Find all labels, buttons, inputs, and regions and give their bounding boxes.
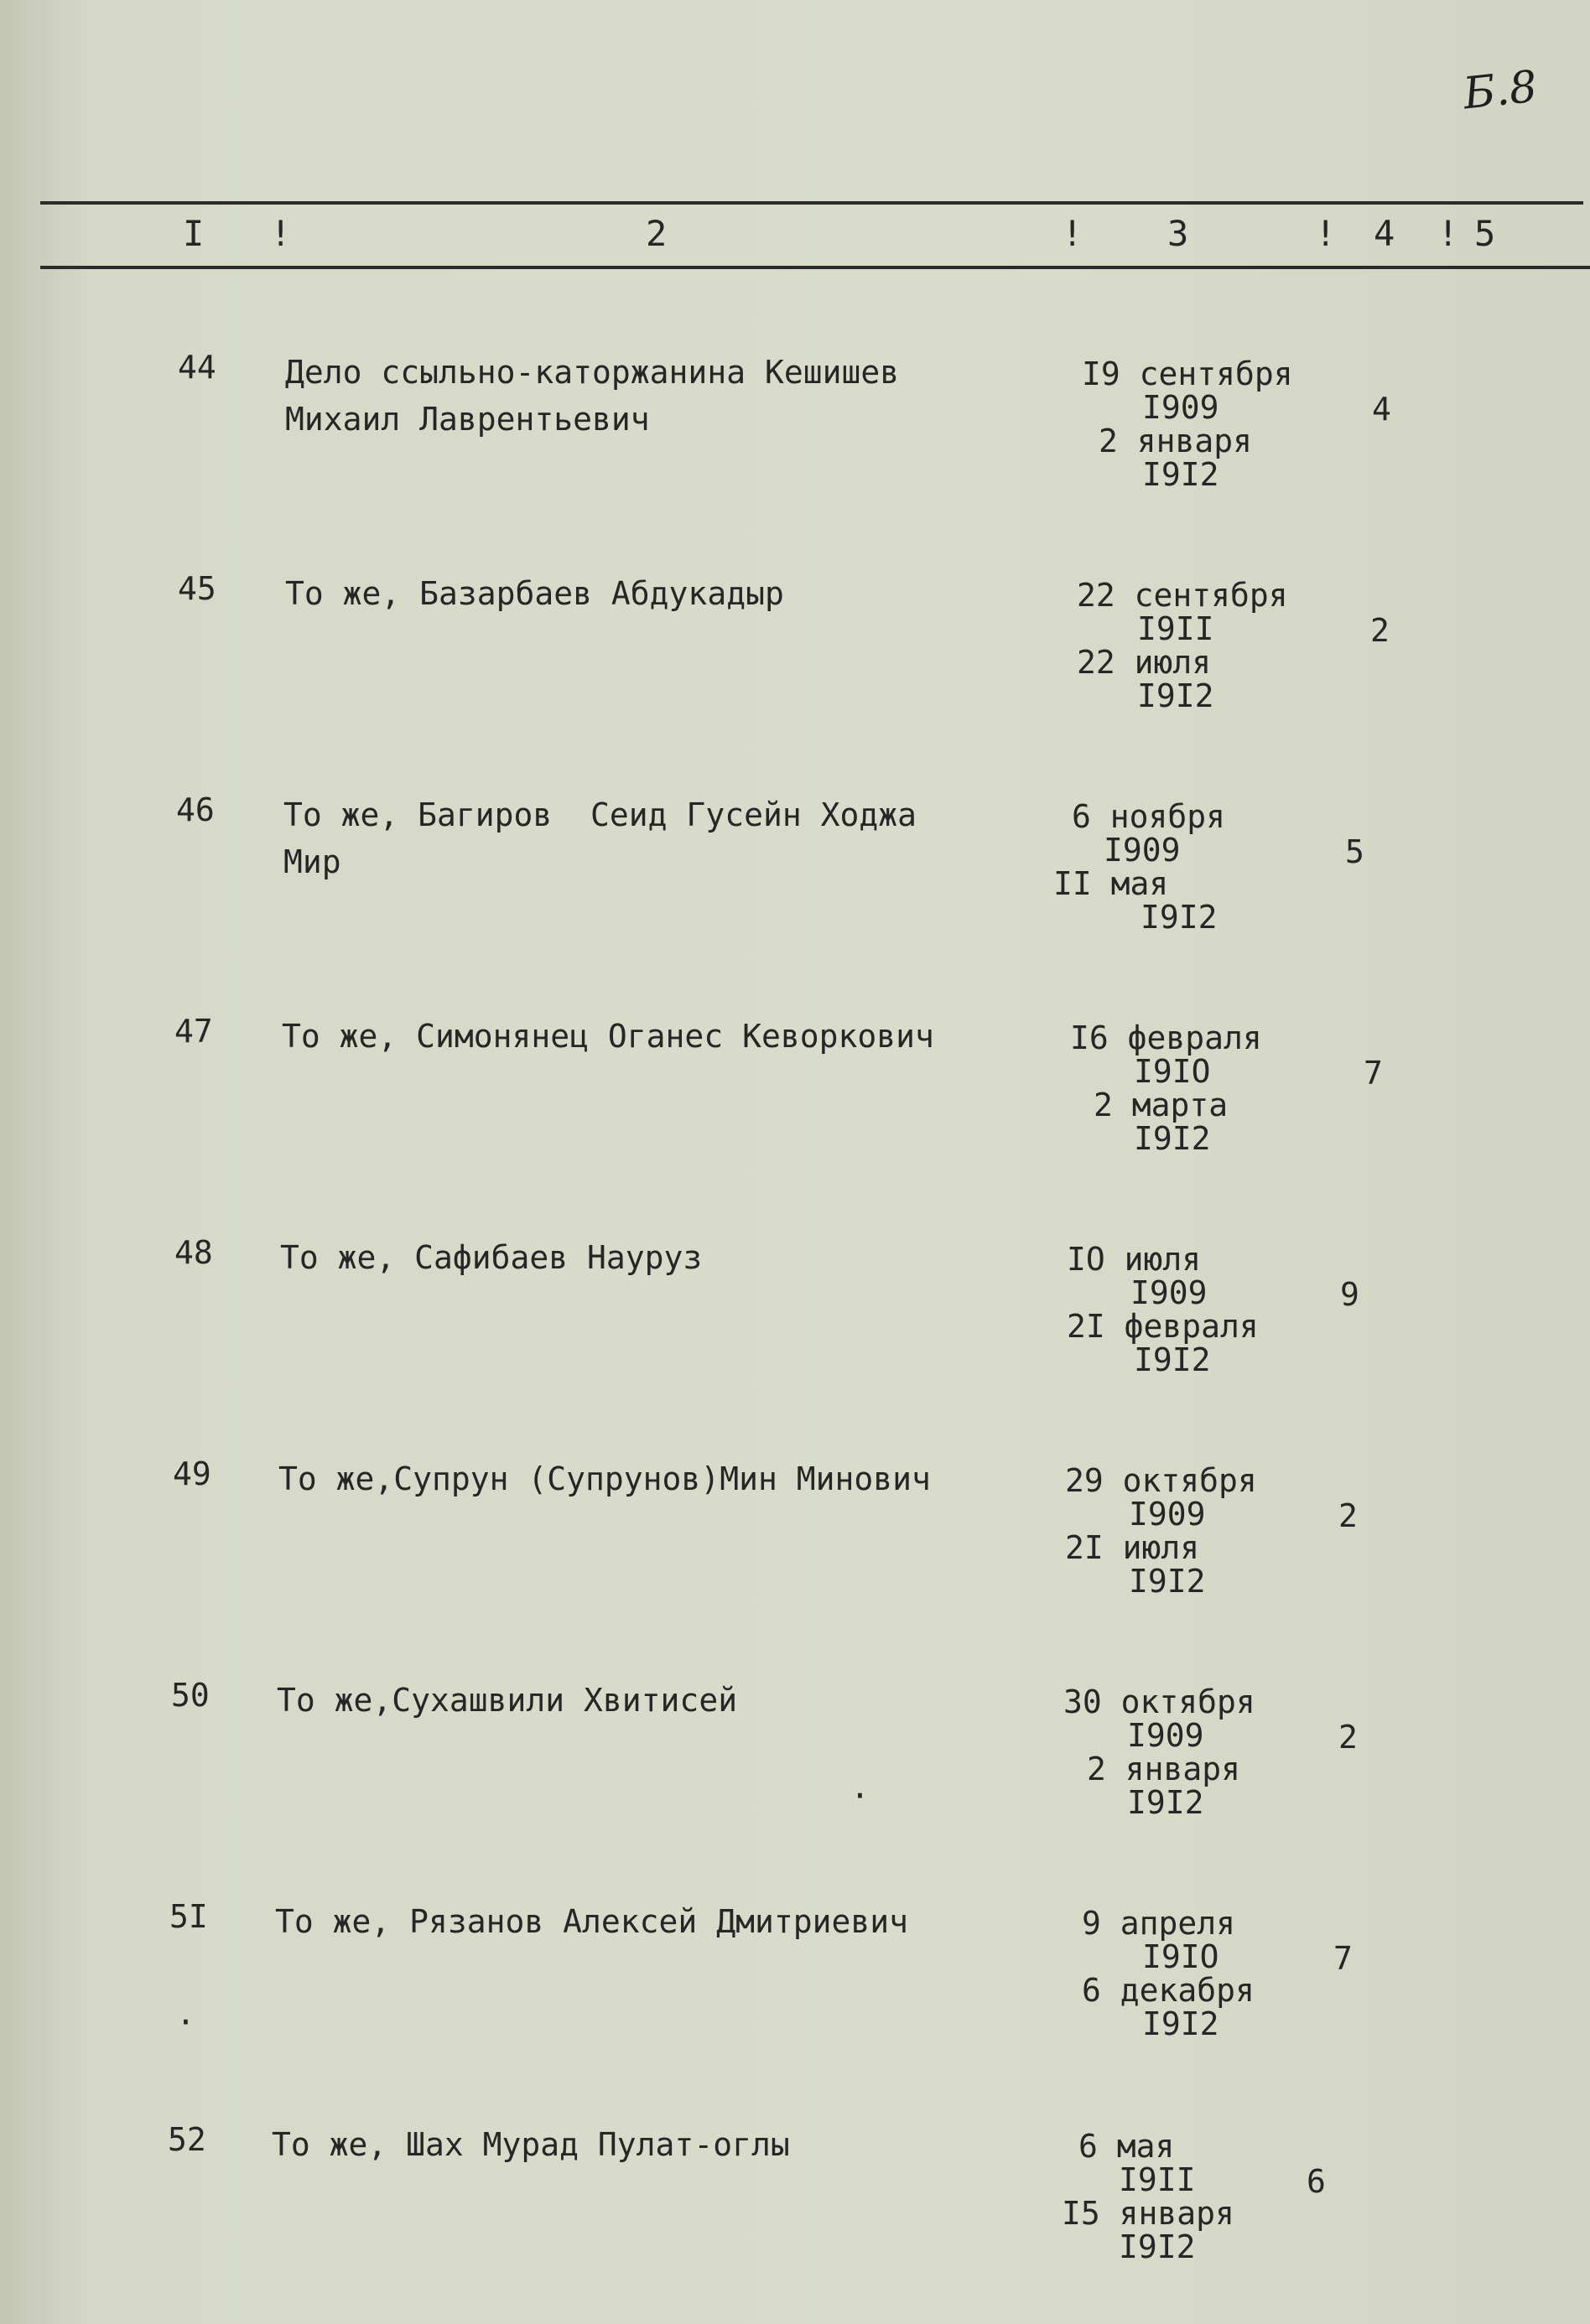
entry-sheet-count: 4 <box>1372 391 1391 428</box>
entry-date-line: I909 <box>1127 1717 1204 1754</box>
header-col-3: 3 <box>1167 213 1189 254</box>
entry-description-line: То же,Супрун (Супрунов)Мин Минович <box>278 1460 931 1497</box>
entry-date-line: I9 сентября <box>1082 355 1293 392</box>
entry-date-line: I9II <box>1137 610 1214 647</box>
entry-date-line: 6 мая <box>1078 2128 1175 2165</box>
entry-date-line: I909 <box>1104 832 1181 869</box>
entry-date-line: I9I2 <box>1129 1563 1206 1600</box>
entry-date-line: I9I2 <box>1141 899 1218 936</box>
entry-date-line: I9I2 <box>1127 1784 1204 1821</box>
entry-sheet-count: 2 <box>1338 1719 1358 1756</box>
entry-number: 47 <box>174 1013 213 1050</box>
entry-sheet-count: 6 <box>1307 2163 1326 2200</box>
entry-sheet-count: 9 <box>1340 1276 1359 1313</box>
entry-date-line: 2I июля <box>1065 1529 1200 1566</box>
header-separator: ! <box>270 213 292 254</box>
entry-number: 48 <box>174 1234 213 1271</box>
entry-date-line: I909 <box>1130 1274 1208 1311</box>
entry-date-line: 9 апреля <box>1082 1905 1236 1942</box>
entry-date-line: 2 января <box>1087 1751 1241 1787</box>
entry-number: 52 <box>168 2121 206 2158</box>
entry-date-line: I9I2 <box>1119 2228 1196 2265</box>
entry-date-line: I9I2 <box>1134 1120 1211 1157</box>
entry-description-line: Мир <box>283 843 341 880</box>
entry-number: 49 <box>173 1455 211 1492</box>
header-separator: ! <box>1062 213 1083 254</box>
entry-date-line: 2I февраля <box>1067 1308 1259 1345</box>
entry-description-line: Михаил Лаврентьевич <box>285 401 650 438</box>
entry-date-line: 22 сентября <box>1077 577 1288 614</box>
entry-description-line: То же, Базарбаев Абдукадыр <box>285 575 784 612</box>
entry-description-line: То же, Шах Мурад Пулат-оглы <box>272 2126 790 2163</box>
entry-description-line: То же, Сафибаев Науруз <box>280 1239 703 1276</box>
entry-date-line: I909 <box>1142 389 1219 426</box>
header-separator: ! <box>1437 213 1459 254</box>
entry-date-line: 29 октября <box>1065 1462 1257 1499</box>
entry-number: 46 <box>176 791 215 828</box>
entry-description-line: Дело ссыльно-каторжанина Кешишев <box>285 354 900 391</box>
header-top-rule <box>40 201 1583 205</box>
entry-date-line: I9I2 <box>1142 456 1219 493</box>
entry-date-line: II мая <box>1053 865 1169 902</box>
entry-sheet-count: 2 <box>1370 612 1390 649</box>
entry-description-line: То же, Багиров Сеид Гусейн Ходжа <box>283 796 917 833</box>
folio-number: Б.8 <box>1461 61 1540 120</box>
entry-description-line: То же,Сухашвили Хвитисей <box>277 1682 738 1719</box>
entry-number: 50 <box>171 1677 210 1714</box>
entry-sheet-count: 5 <box>1345 833 1364 870</box>
entry-sheet-count: 2 <box>1338 1497 1358 1534</box>
entry-date-line: I9I2 <box>1137 677 1214 714</box>
entry-number: 5I <box>169 1898 208 1935</box>
header-col-5: 5 <box>1474 213 1496 254</box>
entry-sheet-count: 7 <box>1333 1940 1353 1977</box>
stray-mark: · <box>850 1777 870 1814</box>
entry-date-line: 2 марта <box>1094 1087 1229 1123</box>
entry-number: 44 <box>178 349 216 386</box>
entry-date-line: 6 ноября <box>1072 798 1226 835</box>
entry-date-line: IO июля <box>1067 1241 1202 1278</box>
entry-date-line: 2 января <box>1099 423 1253 459</box>
entry-number: 45 <box>178 570 216 607</box>
entry-date-line: I9II <box>1119 2161 1196 2198</box>
header-col-1: I <box>183 213 205 254</box>
entry-date-line: 6 декабря <box>1082 1972 1255 2009</box>
entry-date-line: I9I2 <box>1142 2005 1219 2042</box>
entry-date-line: I9I2 <box>1134 1341 1211 1378</box>
stray-mark: · <box>176 2004 195 2041</box>
entry-date-line: 30 октября <box>1063 1683 1255 1720</box>
entry-date-line: I9IO <box>1134 1053 1211 1090</box>
header-col-4: 4 <box>1374 213 1395 254</box>
entry-date-line: 22 июля <box>1077 644 1212 681</box>
header-col-2: 2 <box>646 213 668 254</box>
entry-description-line: То же, Рязанов Алексей Дмитриевич <box>275 1903 908 1940</box>
entry-sheet-count: 7 <box>1364 1055 1383 1092</box>
header-bottom-rule <box>40 266 1590 269</box>
entry-date-line: I9IO <box>1142 1938 1219 1975</box>
entry-date-line: I909 <box>1129 1496 1206 1533</box>
entry-date-line: I6 февраля <box>1070 1019 1262 1056</box>
header-separator: ! <box>1315 213 1337 254</box>
entry-date-line: I5 января <box>1062 2195 1234 2232</box>
entry-description-line: То же, Симонянец Оганес Кеворкович <box>282 1018 934 1055</box>
